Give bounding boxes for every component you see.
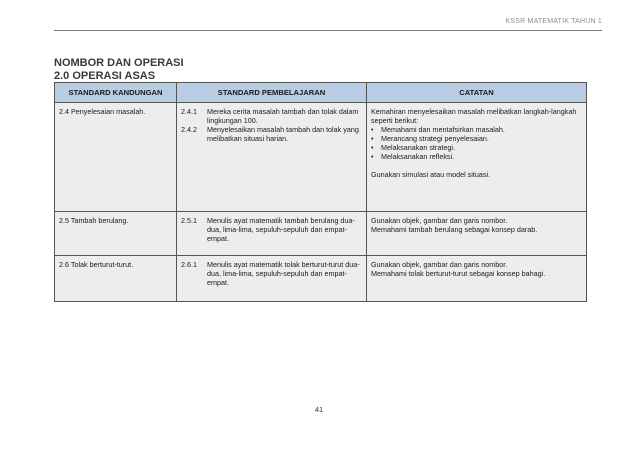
header-divider bbox=[54, 30, 602, 31]
catatan-note: Gunakan simulasi atau model situasi. bbox=[371, 170, 491, 179]
catatan-cell bbox=[367, 103, 587, 212]
list-item-text: Melaksanakan refleksi. bbox=[381, 152, 455, 161]
bullet-icon: • bbox=[371, 125, 374, 134]
catatan-line: Gunakan objek, gambar dan garis nombor. bbox=[371, 260, 508, 269]
catatan-bullet-list bbox=[371, 125, 582, 161]
catatan-line: Gunakan objek, gambar dan garis nombor. bbox=[371, 216, 508, 225]
table-row bbox=[55, 256, 587, 302]
kandungan-cell: 2.6 Tolak berturut-turut. bbox=[55, 256, 177, 302]
pembelajaran-cell bbox=[177, 256, 367, 302]
learning-standard-item bbox=[181, 260, 362, 287]
learning-standard-text: Menulis ayat matematik tambah berulang dua-dua, lima-lima, sepuluh-sepuluh dan empat-empat. bbox=[207, 216, 355, 243]
catatan-intro: Kemahiran menyelesaikan masalah melibatkan langkah-langkah seperti berikut: bbox=[371, 107, 577, 125]
catatan-cell bbox=[367, 256, 587, 302]
list-item-text: Melaksanakan strategi. bbox=[381, 143, 455, 152]
learning-standard-item bbox=[181, 125, 362, 143]
learning-standard-number: 2.4.1 bbox=[181, 107, 197, 116]
column-header-catatan: CATATAN bbox=[367, 83, 587, 103]
learning-standard-item bbox=[181, 107, 362, 125]
list-item bbox=[371, 143, 582, 152]
table-row bbox=[55, 212, 587, 256]
list-item-text: Memahami dan mentafsirkan masalah. bbox=[381, 125, 505, 134]
pembelajaran-cell bbox=[177, 212, 367, 256]
catatan-cell bbox=[367, 212, 587, 256]
catatan-line: Memahami tambah berulang sebagai konsep darab. bbox=[371, 225, 538, 234]
learning-standard-number: 2.6.1 bbox=[181, 260, 197, 269]
kandungan-cell: 2.5 Tambah berulang. bbox=[55, 212, 177, 256]
table-row bbox=[55, 103, 587, 212]
table-header-row bbox=[55, 83, 587, 103]
learning-standard-text: Menyelesaikan masalah tambah dan tolak yang melibatkan situasi harian. bbox=[207, 125, 359, 143]
page-number: 41 bbox=[314, 405, 324, 414]
learning-standard-number: 2.5.1 bbox=[181, 216, 197, 225]
section-title: NOMBOR DAN OPERASI bbox=[54, 57, 184, 69]
bullet-icon: • bbox=[371, 152, 374, 161]
learning-standard-text: Menulis ayat matematik tolak berturut-turut dua-dua, lima-lima, sepuluh-sepuluh dan empat-empat. bbox=[207, 260, 360, 287]
pembelajaran-cell bbox=[177, 103, 367, 212]
curriculum-table bbox=[54, 82, 587, 302]
learning-standard-text: Mereka cerita masalah tambah dan tolak dalam lingkungan 100. bbox=[207, 107, 359, 125]
catatan-line: Memahami tolak berturut-turut sebagai konsep bahagi. bbox=[371, 269, 546, 278]
column-header-kandungan: STANDARD KANDUNGAN bbox=[55, 83, 177, 103]
kandungan-cell: 2.4 Penyelesaian masalah. bbox=[55, 103, 177, 212]
bullet-icon: • bbox=[371, 143, 374, 152]
bullet-icon: • bbox=[371, 134, 374, 143]
document-header-label: KSSR MATEMATIK TAHUN 1 bbox=[505, 18, 602, 25]
learning-standard-number: 2.4.2 bbox=[181, 125, 197, 134]
list-item bbox=[371, 134, 582, 143]
learning-standard-item bbox=[181, 216, 362, 243]
list-item bbox=[371, 152, 582, 161]
list-item bbox=[371, 125, 582, 134]
column-header-pembelajaran: STANDARD PEMBELAJARAN bbox=[177, 83, 367, 103]
section-subtitle: 2.0 OPERASI ASAS bbox=[54, 70, 156, 82]
list-item-text: Merancang strategi penyelesaian. bbox=[381, 134, 489, 143]
